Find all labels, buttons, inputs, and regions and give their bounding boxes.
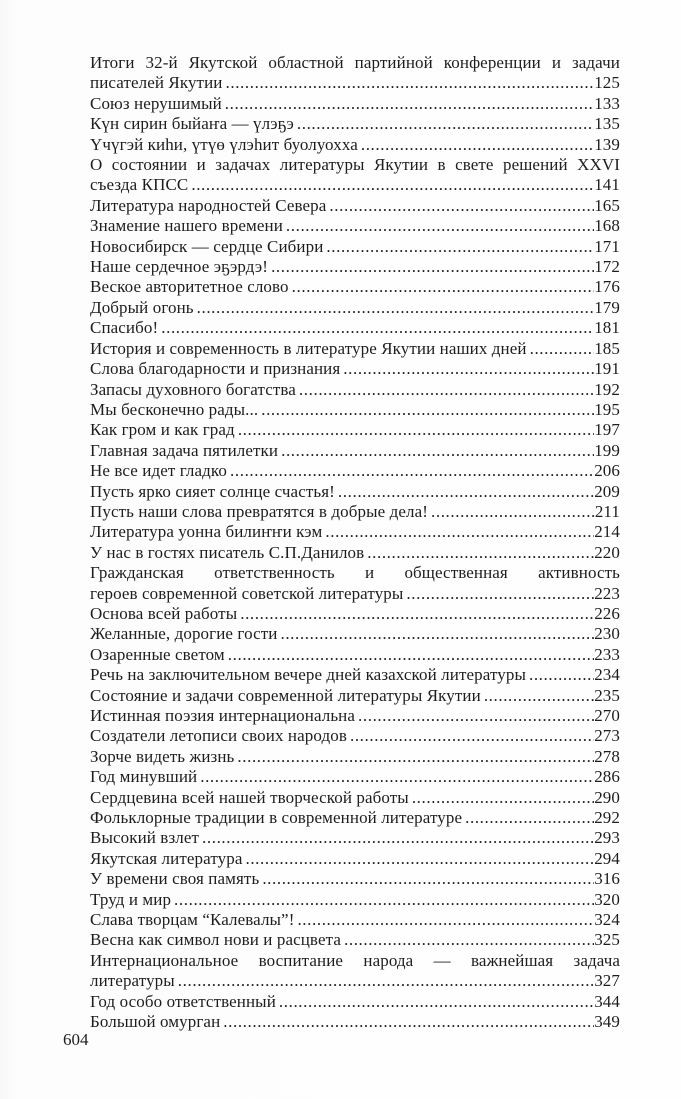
toc-entry-page-number: 223 (594, 583, 620, 603)
dot-leader (326, 196, 594, 216)
toc-entry (90, 73, 620, 93)
toc-entry (90, 1012, 620, 1032)
toc-entry (90, 277, 620, 297)
dot-leader (235, 420, 594, 440)
toc-entry-title: литературы (90, 971, 175, 991)
toc-entry (90, 359, 620, 379)
toc-entry-page-number: 290 (594, 787, 620, 807)
toc-entry-wrap-line: Интернациональное воспитание народа — важнейшая задача (90, 950, 620, 970)
toc-entry-page-number: 209 (594, 481, 620, 501)
toc-entry-page-number: 233 (594, 644, 620, 664)
toc-entry (90, 339, 620, 359)
toc-entry-page-number: 226 (594, 603, 620, 623)
dot-leader (277, 624, 594, 644)
toc-entry (90, 624, 620, 644)
toc-entry (90, 992, 620, 1012)
dot-leader (481, 686, 594, 706)
dot-leader (340, 359, 594, 379)
dot-leader (175, 971, 594, 991)
toc-entry (90, 543, 620, 563)
toc-entry-page-number: 125 (594, 73, 620, 93)
toc-entry (90, 441, 620, 461)
toc-entry (90, 788, 620, 808)
toc-entry-title: Якутская литература (90, 848, 243, 868)
toc-entry-title: Наше сердечное эҕэрдэ! (90, 257, 269, 277)
dot-leader (188, 175, 594, 195)
toc-entry-title: писателей Якутии (90, 73, 223, 93)
dot-leader (358, 135, 594, 155)
toc-entry-page-number: 139 (594, 134, 620, 154)
dot-leader (294, 114, 594, 134)
dot-leader (462, 808, 594, 828)
toc-entry-page-number: 344 (594, 991, 620, 1011)
toc-entry-title: Литература народностей Севера (90, 195, 327, 215)
toc-entry (90, 604, 620, 624)
toc-entry (90, 747, 620, 767)
toc-entry-title: История и современность в литературе Якутии наших дней (90, 338, 527, 358)
toc-entry-title: Добрый огонь (90, 297, 194, 317)
toc-entry (90, 400, 620, 420)
dot-leader (364, 543, 594, 563)
toc-entry-title: Основа всей работы (90, 603, 238, 623)
toc-entry-title: Запасы духовного богатства (90, 379, 296, 399)
toc-entry (90, 828, 620, 848)
dot-leader (258, 400, 594, 420)
dot-leader (194, 298, 595, 318)
toc-entry-title: Үчүгэй киһи, үтүө үлэһит буолуохха (90, 134, 358, 154)
dot-leader (234, 747, 594, 767)
toc-entry-page-number: 199 (594, 440, 620, 460)
toc-entry (90, 665, 620, 685)
toc-entry-page-number: 234 (594, 665, 620, 685)
toc-entry-page-number: 197 (594, 420, 620, 440)
toc-entry (90, 869, 620, 889)
toc-entry-title: Знамение нашего времени (90, 216, 283, 236)
toc-entry-title: Истинная поэзия интернациональна (90, 706, 356, 725)
table-of-contents (90, 53, 620, 1033)
toc-entry-title: Литература уонна билиҥҥи кэм (90, 522, 323, 542)
toc-entry-title: Слава творцам “Калевалы”! (90, 910, 295, 930)
toc-entry (90, 257, 620, 277)
toc-entry (90, 584, 620, 604)
toc-entry-title: Высокий взлет (90, 828, 200, 848)
toc-entry-page-number: 278 (594, 746, 620, 766)
toc-entry (90, 726, 620, 746)
toc-entry-title: Фольклорные традиции в современной литературе (90, 808, 463, 828)
toc-entry-title: Желанные, дорогие гости (90, 624, 278, 644)
toc-entry (90, 420, 620, 440)
dot-leader (294, 910, 594, 930)
dot-leader (323, 237, 594, 257)
dot-leader (171, 890, 594, 910)
toc-entry-title: Күн сирин быйаҥа — үлэҕэ (90, 114, 294, 134)
toc-entry (90, 706, 620, 726)
toc-entry-page-number: 294 (594, 848, 620, 868)
toc-entry-wrap-line: О состоянии и задачах литературы Якутии в свете решений XXVI (90, 155, 620, 175)
toc-entry-page-number: 316 (594, 869, 620, 889)
toc-entry-page-number: 325 (594, 930, 620, 950)
dot-leader (158, 318, 594, 338)
toc-entry-title: Озаренные светом (90, 644, 225, 664)
toc-entry (90, 114, 620, 134)
toc-entry (90, 135, 620, 155)
toc-entry-title: Год минувший (90, 767, 198, 787)
toc-entry-page-number: 214 (594, 522, 620, 542)
toc-entry-page-number: 349 (594, 1012, 620, 1032)
toc-entry (90, 767, 620, 787)
toc-entry-page-number: 220 (594, 542, 620, 562)
toc-entry (90, 645, 620, 665)
dot-leader (220, 1012, 594, 1032)
toc-entry (90, 298, 620, 318)
toc-entry (90, 216, 620, 236)
toc-entry (90, 808, 620, 828)
toc-entry-title: Не все идет гладко (90, 461, 228, 481)
dot-leader (403, 584, 594, 604)
toc-entry (90, 461, 620, 481)
toc-entry (90, 502, 620, 522)
toc-entry-page-number: 185 (594, 338, 620, 358)
dot-leader (283, 216, 594, 236)
toc-entry-page-number: 270 (594, 706, 620, 725)
toc-entry-page-number: 176 (594, 277, 620, 297)
toc-entry-page-number: 133 (594, 93, 620, 113)
dot-leader (197, 767, 594, 787)
toc-entry (90, 380, 620, 400)
toc-entry-title: Пусть ярко сияет солнце счастья! (90, 481, 335, 501)
toc-entry (90, 318, 620, 338)
toc-entry-title: Пусть наши слова превратятся в добрые дела! (90, 501, 428, 521)
toc-entry-page-number: 292 (594, 808, 620, 828)
toc-entry-title: Слова благодарности и признания (90, 359, 341, 379)
page-number: 604 (63, 1030, 89, 1049)
dot-leader (199, 828, 594, 848)
toc-entry (90, 849, 620, 869)
toc-entry-title: Труд и мир (90, 889, 172, 909)
dot-leader (225, 645, 594, 665)
toc-entry-page-number: 192 (594, 379, 620, 399)
dot-leader (223, 73, 595, 93)
toc-entry-title: Создатели летописи своих народов (90, 726, 347, 746)
toc-entry-title: съезда КПСС (90, 175, 189, 195)
dot-leader (322, 522, 594, 542)
toc-entry-page-number: 327 (594, 971, 620, 991)
dot-leader (278, 441, 594, 461)
toc-entry-title: Мы бесконечно рады... (90, 399, 259, 419)
toc-entry-page-number: 293 (594, 828, 620, 848)
toc-entry-page-number: 168 (594, 216, 620, 236)
toc-entry-title: Как гром и как град (90, 420, 235, 440)
dot-leader (268, 257, 594, 277)
toc-entry-title: Союз нерушимый (90, 93, 222, 113)
toc-entry-page-number: 211 (594, 501, 620, 521)
toc-entry-title: Весна как символ нови и расцвета (90, 930, 341, 950)
toc-entry (90, 237, 620, 257)
toc-entry-page-number: 165 (594, 195, 620, 215)
toc-entry-title: Веское авторитетное слово (90, 277, 289, 297)
dot-leader (242, 849, 594, 869)
toc-entry (90, 890, 620, 910)
toc-entry-page-number: 320 (594, 889, 620, 909)
toc-entry-page-number: 235 (594, 685, 620, 705)
dot-leader (355, 706, 594, 726)
toc-entry-title: У времени своя память (90, 869, 260, 889)
dot-leader (347, 726, 594, 746)
toc-entry-page-number: 179 (594, 297, 620, 317)
toc-entry-page-number: 172 (594, 257, 620, 277)
dot-leader (259, 869, 594, 889)
toc-entry (90, 971, 620, 991)
toc-entry-page-number: 273 (594, 726, 620, 746)
dot-leader (222, 94, 594, 114)
toc-entry-page-number: 171 (594, 236, 620, 256)
dot-leader (289, 277, 595, 297)
toc-entry-title: Речь на заключительном вечере дней казахской литературы (90, 665, 526, 685)
toc-entry (90, 930, 620, 950)
dot-leader (335, 482, 594, 502)
toc-entry (90, 94, 620, 114)
toc-entry-page-number: 191 (594, 359, 620, 379)
toc-entry-title: героев современной советской литературы (90, 583, 404, 603)
toc-entry-title: Новосибирск — сердце Сибири (90, 236, 324, 256)
dot-leader (296, 380, 594, 400)
toc-entry-title: У нас в гостях писатель С.П.Данилов (90, 542, 365, 562)
toc-entry-page-number: 286 (594, 767, 620, 787)
toc-entry (90, 686, 620, 706)
dot-leader (526, 665, 594, 685)
toc-entry-page-number: 195 (594, 399, 620, 419)
toc-entry (90, 482, 620, 502)
toc-entry (90, 175, 620, 195)
toc-entry-title: Главная задача пятилетки (90, 440, 279, 460)
toc-entry-title: Зорче видеть жизнь (90, 746, 235, 766)
dot-leader (341, 930, 594, 950)
toc-entry (90, 196, 620, 216)
toc-entry-page-number: 230 (594, 624, 620, 644)
dot-leader (276, 992, 594, 1012)
toc-entry-title: Большой омурган (90, 1012, 221, 1032)
dot-leader (409, 788, 594, 808)
dot-leader (237, 604, 594, 624)
toc-entry (90, 522, 620, 542)
dot-leader (227, 461, 594, 481)
toc-entry-page-number: 141 (594, 175, 620, 195)
toc-entry-wrap-line: Итоги 32-й Якутской областной партийной конференции и задачи (90, 53, 620, 72)
toc-entry-title: Состояние и задачи современной литературы Якутии (90, 685, 481, 705)
toc-entry-page-number: 324 (594, 910, 620, 930)
dot-leader (527, 339, 595, 359)
toc-entry-page-number: 206 (594, 461, 620, 481)
toc-entry (90, 910, 620, 930)
toc-entry-page-number: 181 (594, 318, 620, 338)
toc-entry-page-number: 135 (594, 114, 620, 134)
toc-entry-wrap-line: Гражданская ответственность и общественная активность (90, 563, 620, 583)
toc-entry-title: Сердцевина всей нашей творческой работы (90, 787, 409, 807)
dot-leader (428, 502, 595, 522)
toc-entry-title: Спасибо! (90, 318, 159, 338)
toc-entry-title: Год особо ответственный (90, 991, 276, 1011)
